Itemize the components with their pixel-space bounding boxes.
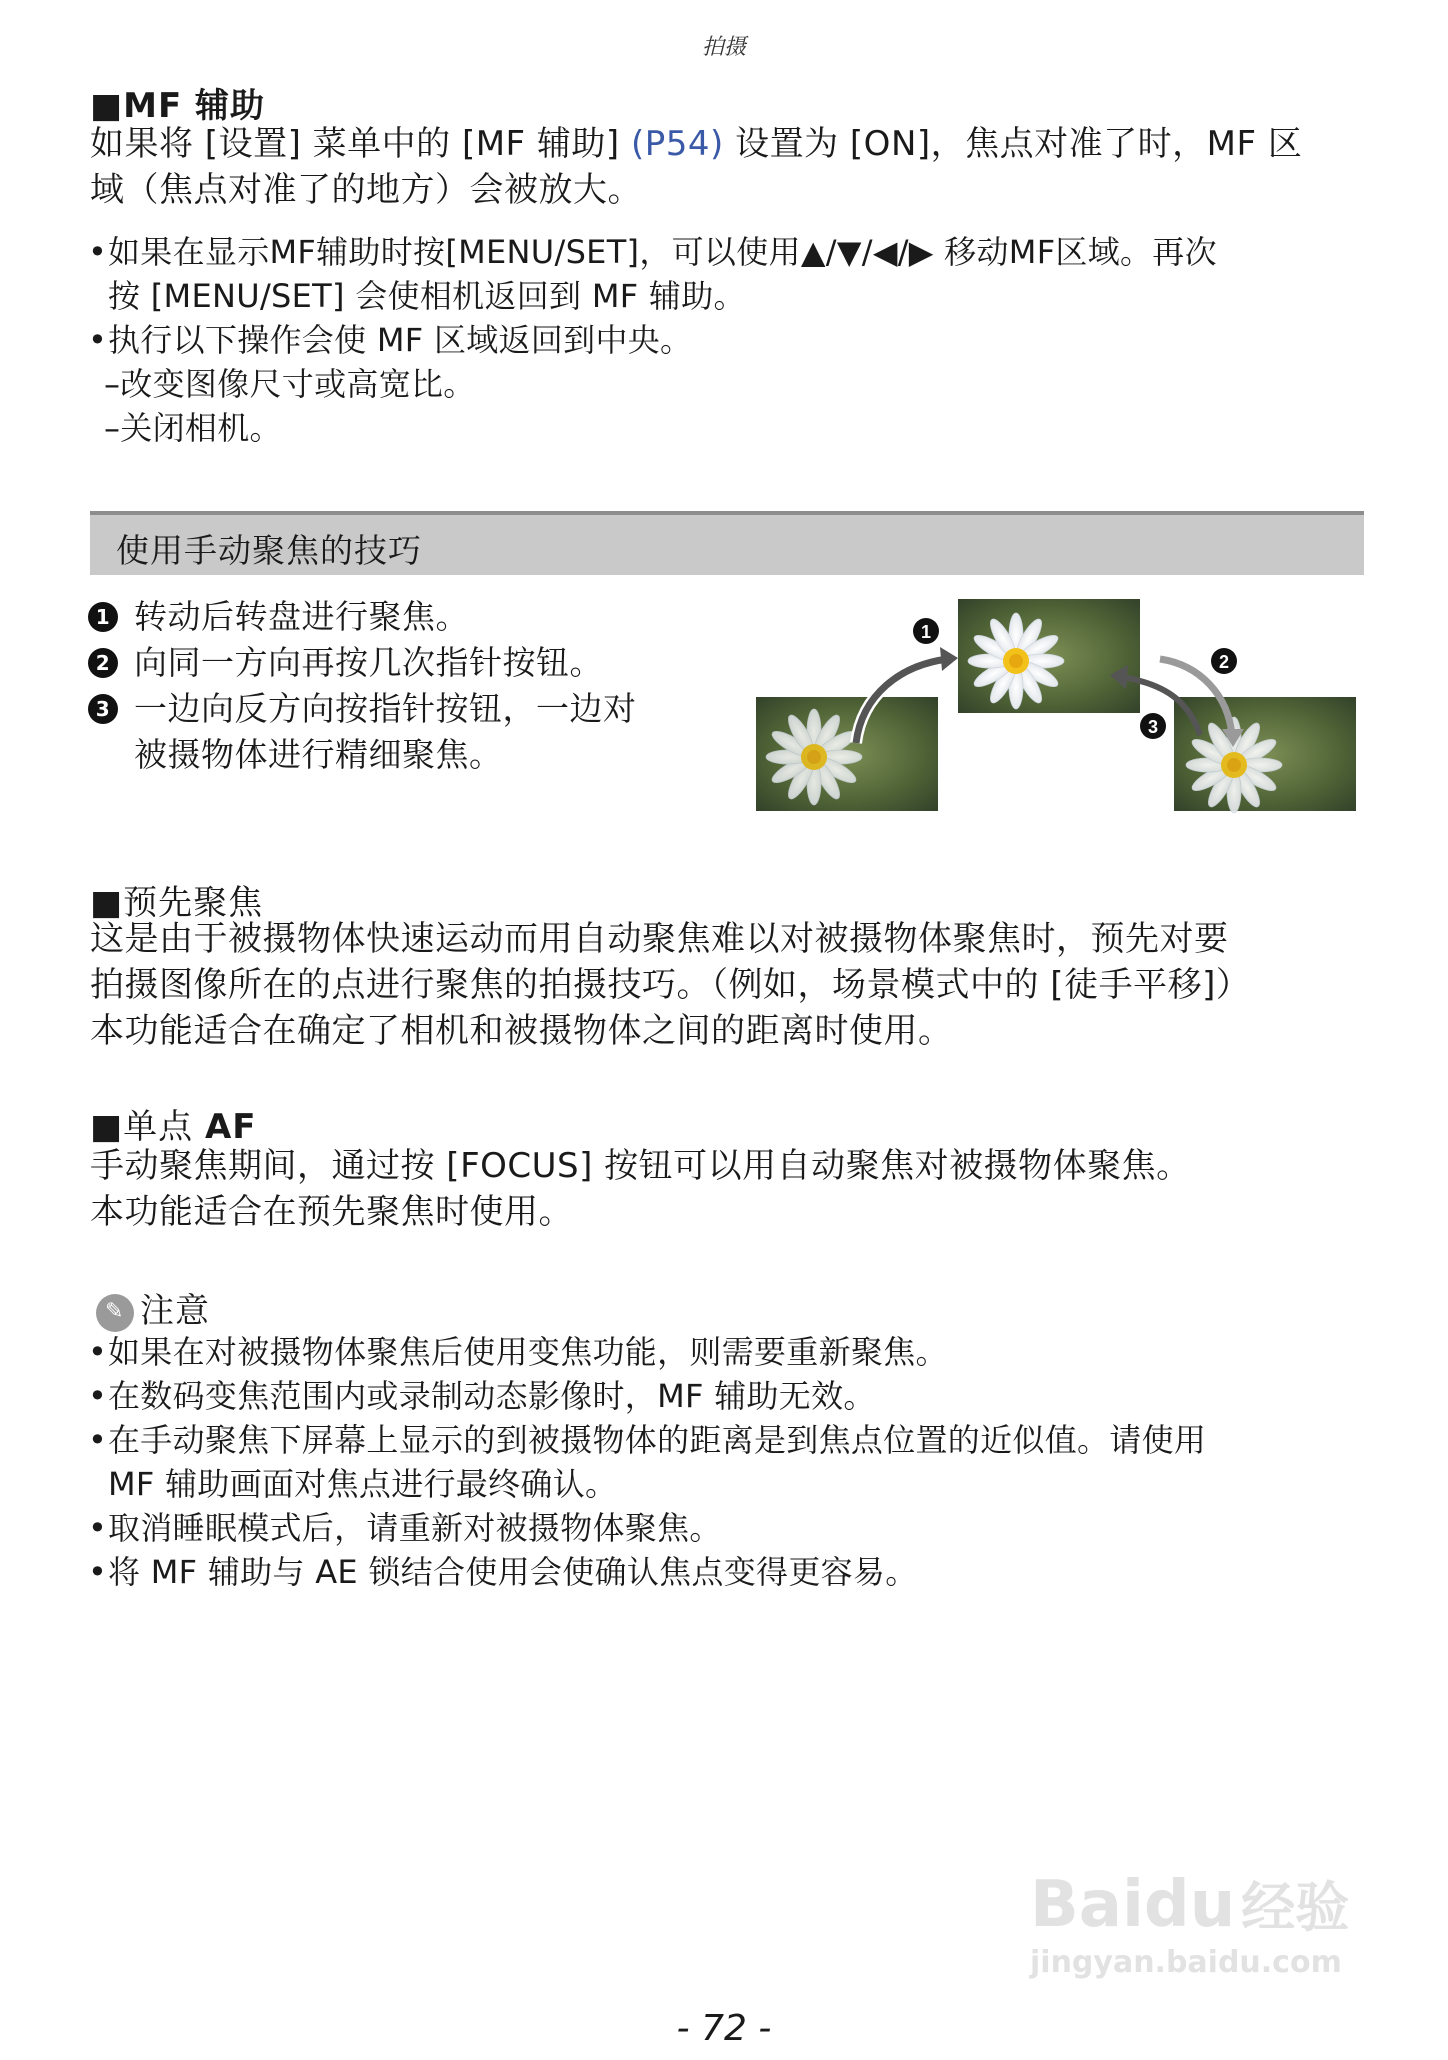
figure-marker-3-label: 3: [1147, 717, 1159, 737]
heading-square-marker: ■: [90, 883, 124, 923]
single-af-title-b: AF: [204, 1107, 257, 1147]
single-af-line: 本功能适合在预先聚焦时使用。: [90, 1192, 573, 1232]
step-1-text: 转动后转盘进行聚焦。: [134, 597, 469, 636]
prefocus-title: 预先聚焦: [123, 883, 264, 923]
page-number: - 72 -: [676, 2008, 772, 2049]
notes-bullets: [88, 1330, 1388, 1594]
single-af-heading: [90, 1099, 256, 1148]
running-header: 拍摄: [701, 35, 746, 60]
watermark-brand: Bai: [1030, 1868, 1144, 1942]
heading-square-marker: ■: [90, 1107, 124, 1147]
figure-marker-2: [1211, 648, 1237, 674]
bullet-item: • 执行以下操作会使 MF 区域返回到中央。: [88, 318, 1388, 362]
mf-assist-heading: [90, 78, 265, 127]
watermark-logo: [1030, 1870, 1390, 1943]
figure-marker-1: [913, 618, 939, 644]
step-3: [88, 686, 728, 732]
photo-blurred-left: [756, 697, 938, 811]
notes-title: 注意: [140, 1291, 210, 1331]
note-item: • 将 MF 辅助与 AE 锁结合使用会使确认焦点变得更容易。: [88, 1550, 1388, 1594]
section-title-bar: [90, 511, 1364, 575]
heading-square-marker: ■: [90, 86, 124, 126]
notes-heading: [96, 1283, 210, 1332]
mf-assist-line-1: [90, 121, 1380, 167]
note-item-continued: MF 辅助画面对焦点进行最终确认。: [108, 1465, 618, 1503]
step-2: [88, 640, 728, 686]
single-af-line: 手动聚焦期间，通过按 [FOCUS] 按钮可以用自动聚焦对被摄物体聚焦。: [90, 1146, 1191, 1186]
figure-marker-2-label: 2: [1218, 652, 1230, 672]
dash-item: –关闭相机。: [104, 409, 282, 447]
figure-marker-3: [1140, 713, 1166, 739]
bullet-item: • 如果在显示MF辅助时按[MENU/SET]，可以使用▲/▼/◀/▶ 移动MF区域。再次: [88, 230, 1388, 274]
arrow-1-head-icon: [940, 647, 958, 671]
watermark-suffix: 经验: [1241, 1876, 1350, 1939]
figure-marker-1-label: 1: [920, 622, 932, 642]
page-link-p54[interactable]: (P54): [631, 124, 724, 164]
note-item: • 在手动聚焦下屏幕上显示的到被摄物体的距离是到焦点位置的近似值。请使用: [88, 1418, 1388, 1462]
baidu-watermark: [1030, 1870, 1390, 1980]
note-item: • 如果在对被摄物体聚焦后使用变焦功能，则需要重新聚焦。: [88, 1330, 1388, 1374]
mf-assist-paragraph: [90, 121, 1380, 213]
step-2-text: 向同一方向再按几次指针按钮。: [134, 643, 603, 682]
photo-right: [1174, 697, 1356, 813]
step-1: [88, 594, 728, 640]
tips-steps: [88, 594, 728, 778]
prefocus-line: 这是由于被摄物体快速运动而用自动聚焦难以对被摄物体聚焦时，预先对要: [90, 919, 1229, 959]
photo-focused-center: [958, 599, 1140, 713]
prefocus-line: 本功能适合在确定了相机和被摄物体之间的距离时使用。: [90, 1011, 953, 1051]
single-af-paragraph: [90, 1143, 1390, 1235]
mf-assist-bullets: [88, 230, 1388, 450]
dash-item: –改变图像尺寸或高宽比。: [104, 365, 476, 403]
prefocus-line: 拍摄图像所在的点进行聚焦的拍摄技巧。（例如，场景模式中的 [徒手平移]）: [90, 965, 1251, 1005]
note-item: • 在数码变焦范围内或录制动态影像时，MF 辅助无效。: [88, 1374, 1388, 1418]
prefocus-paragraph: [90, 916, 1390, 1054]
single-af-title-a: 单点: [123, 1107, 205, 1147]
mf-assist-text-b: 设置为 [ON]，焦点对准了时，MF 区: [723, 124, 1303, 164]
note-item: • 取消睡眠模式后，请重新对被摄物体聚焦。: [88, 1506, 1388, 1550]
step-3-text: 一边向反方向按指针按钮，一边对: [134, 689, 637, 728]
mf-assist-line-2: 域（焦点对准了的地方）会被放大。: [90, 170, 642, 210]
pencil-note-icon: [96, 1294, 134, 1332]
step-number-2-icon: 2: [88, 648, 118, 678]
step-number-1-icon: 1: [88, 602, 118, 632]
step-number-3-icon: 3: [88, 694, 118, 724]
mf-assist-title: MF 辅助: [123, 86, 266, 126]
step-3-continued: 被摄物体进行精细聚焦。: [134, 735, 503, 774]
watermark-brand-b: du: [1143, 1868, 1236, 1942]
watermark-url: jingyan.baidu.com: [1030, 1945, 1342, 1980]
section-title: 使用手动聚焦的技巧: [116, 531, 422, 570]
bullet-item-continued: 按 [MENU/SET] 会使相机返回到 MF 辅助。: [108, 277, 746, 315]
focus-illustration: [750, 595, 1360, 820]
mf-assist-text-a: 如果将 [设置] 菜单中的 [MF 辅助]: [90, 124, 631, 164]
